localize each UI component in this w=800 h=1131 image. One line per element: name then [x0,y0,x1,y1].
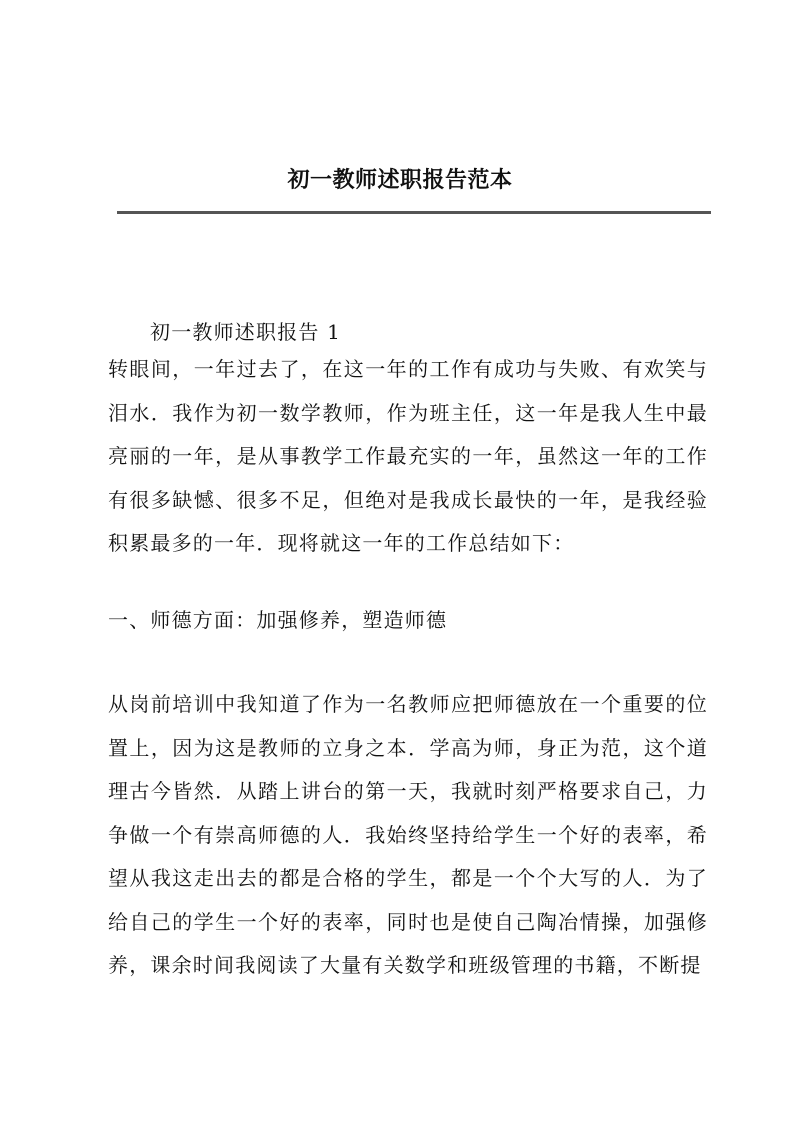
section-heading-ethics: 一、师德方面：加强修养，塑造师德 [108,608,448,632]
title-underline-divider [117,211,711,214]
intro-paragraph: 转眼间，一年过去了，在这一年的工作有成功与失败、有欢笑与泪水．我作为初一数学教师，作为班主任，这一年是我人生中最亮丽的一年，是从事教学工作最充实的一年，虽然这一年的工作有很多缺憾、很多不足，但绝对是我成长最快的一年，是我经验积累最多的一年．现将就这一年的工作总结如下： [108,357,708,555]
report-heading: 初一教师述职报告 1 [150,320,342,344]
section-paragraph-ethics: 从岗前培训中我知道了作为一名教师应把师德放在一个重要的位置上，因为这是教师的立身之本．学高为师，身正为范，这个道理古今皆然．从踏上讲台的第一天，我就时刻严格要求自己，力争做一个有崇高师德的人．我始终坚持给学生一个好的表率，希望从我这走出去的都是合格的学生，都是一个个大写的人．为了给自己的学生一个好的表率，同时也是使自己陶冶情操，加强修养，课余时间我阅读了大量有关数学和班级管理的书籍，不断提 [108,692,708,977]
document-title: 初一教师述职报告范本 [287,167,513,193]
